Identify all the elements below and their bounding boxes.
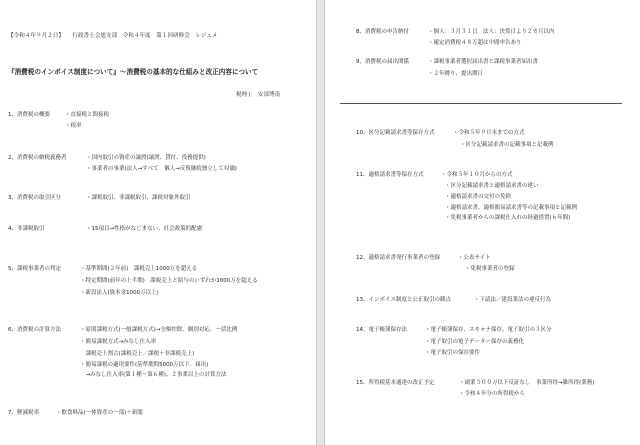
section-item: ・令和４年分の所得税から	[459, 391, 526, 397]
section-item: ・令和５年９月末までの方式	[453, 130, 525, 136]
section-item: ・電子取引の保存要件	[425, 350, 481, 356]
document-title: 『消費税のインボイス制度について』～消費税の基本的な仕組みと改正内容について	[8, 68, 259, 76]
section-item: ・飲食料品(一体資産の一部)＋新聞	[56, 410, 143, 416]
section-heading: 15、所得税基本通達の改正予定	[356, 380, 435, 386]
section-heading: 6、消費税の計算方法	[8, 327, 61, 333]
section-item: ・免税事業者の登録	[465, 266, 515, 272]
section-item: ・区分記載請求書と適格請求書の違い	[445, 183, 539, 189]
section-item: ・国内取引の資産の譲渡(譲渡、貸付、役務提供)	[86, 155, 206, 161]
section-heading: 11、適格請求書等保存方式	[356, 172, 424, 178]
section-item: ・事業者の事業(法人→すべて 個人→反復継続独立して対価)	[86, 166, 237, 172]
section-item: ・簡易課税の適用要件(基準期間5000万以下、届出)	[80, 362, 209, 368]
section-divider	[340, 103, 622, 104]
section-item: ・下請法／建設業法の違反行為	[474, 297, 552, 303]
section-item: ・簡易課税方式→みなし仕入率	[80, 339, 157, 345]
section-heading: 2、消費税の納税義務者	[8, 155, 67, 161]
section-item: ・個人：３月３１日 法人：決算日より２カ月以内	[428, 29, 555, 35]
section-heading: 3、消費税の取引区分	[8, 195, 61, 201]
section-item: ・電子取引の電子データー保存の義務化	[425, 339, 525, 345]
section-item: ・適格請求書の交付の免除	[445, 194, 512, 200]
document-page-right	[324, 0, 640, 445]
section-item: ・課税取引、非課税取引、課税対象外取引	[86, 195, 191, 201]
section-item: ・新設法人(資本金1000万以上)	[80, 290, 159, 296]
section-item: ・電子帳簿保存、スキャナ保存、電子取引の３区分	[425, 327, 552, 333]
section-item: ・税率	[65, 123, 82, 129]
meeting-header: 【令和４年９月２日】 行政書士会旭支部 令和４年度 第１回研修会 レジュメ	[8, 33, 218, 39]
section-item: →みなし仕入率(第１種～第６種)、２事業以上の計算方法	[80, 372, 227, 378]
section-heading: 14、電子帳簿保存法	[356, 327, 407, 333]
section-item: ・課税事業者選択届出書と課税事業者届出書	[428, 59, 539, 65]
section-item: 課税売上割合(課税売上／課税＋非課税売上)	[80, 351, 195, 357]
section-item: ・公表サイト	[458, 255, 491, 261]
section-item: ・副業３００万以下反証なし 事業所得→雑所得(業務)	[459, 380, 595, 386]
section-item: ・15項目→性格がなじまない、社会政策的配慮	[86, 226, 203, 232]
section-heading: 8、消費税の申告納付	[356, 29, 409, 35]
section-item: ・免税事業者からの課税仕入れの経過措置(６年間)	[445, 215, 571, 221]
presenter-name: 税理士 安部博南	[236, 92, 281, 98]
section-heading: 10、区分記載請求書等保存方式	[356, 130, 435, 136]
section-heading: 4、非課税取引	[8, 226, 45, 232]
section-heading: 5、課税事業者の判定	[8, 266, 61, 272]
section-item: ・基準期間(２年前) 課税売上1000万を超える	[80, 266, 198, 272]
section-item: ・区分記載請求書の記載事項と記載例	[460, 142, 554, 148]
section-heading: 12、適格請求書発行事業者の登録	[356, 255, 440, 261]
section-item: ・原則課税方式(一般課税方式)→全額控除、個別対応、一括比例	[80, 327, 238, 333]
section-heading: 1、消費税の概要	[8, 112, 50, 118]
section-item: ・確定消費税４８万超は中間申告あり	[428, 40, 522, 46]
section-item: ・２年縛り、提出期日	[428, 71, 484, 77]
section-item: ・特定期間(前年の上半期) 課税売上と給与のいずれか1000万を超える	[80, 278, 258, 284]
section-heading: 13、インボイス制度と公正取引の観点	[356, 297, 451, 303]
section-item: ・適格請求書、適格簡易請求書等の記載事項と記載例	[445, 205, 578, 211]
section-item: ・令和５年１０月からの方式	[441, 172, 513, 178]
section-heading: 7、軽減税率	[8, 410, 39, 416]
section-heading: 9、消費税の届出関係	[356, 59, 409, 65]
section-item: ・直接税と間接税	[65, 112, 110, 118]
